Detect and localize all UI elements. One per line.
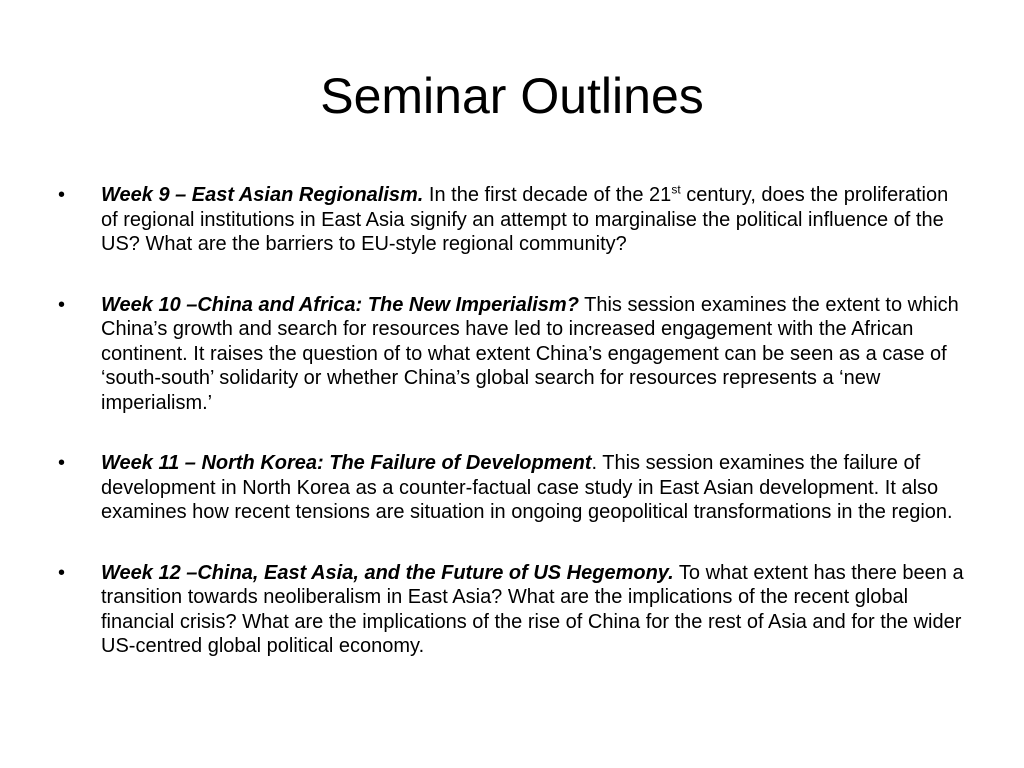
bullet-icon: •: [58, 293, 66, 316]
list-item-week-10: [58, 293, 968, 416]
week-heading: Week 9 – East Asian Regionalism.: [101, 184, 424, 206]
week-description: To what extent has there been a transition towards neoliberalism in East Asia? What are the implications of the recent global financial crisis? What are the implications of the rise of China for the rest of Asia and for the wider US-centred global political economy.: [101, 561, 964, 657]
bullet-list: [58, 183, 968, 695]
slide-title: Seminar Outlines: [320, 68, 704, 124]
list-item-week-9: [58, 183, 968, 257]
week-heading: Week 11 – North Korea: The Failure of Development: [101, 452, 592, 474]
bullet-icon: •: [58, 561, 66, 584]
week-description: This session examines the extent to which China’s growth and search for resources have led to increased engagement with the African continent. It raises the question of to what extent China’s engagement can be seen as a case of ‘south-south’ solidarity or whether China’s global search for resources represents a ‘new imperialism.’: [101, 293, 959, 414]
week-description: . This session examines the failure of development in North Korea as a counter-factual case study in East Asian development. It also examines how recent tensions are situation in ongoing geopolitical transformations in the region.: [101, 452, 953, 523]
bullet-icon: •: [58, 452, 66, 474]
week-description-continued: century, does the proliferation of regional institutions in East Asia signify an attempt to marginalise the political influence of the US? What are the barriers to EU-style regional community?: [101, 184, 949, 255]
bullet-icon: •: [58, 184, 66, 206]
week-description: In the first decade of the 21: [423, 184, 672, 206]
ordinal-superscript: st: [671, 182, 681, 197]
week-heading: Week 10 –China and Africa: The New Imperialism?: [101, 293, 579, 316]
list-item-week-11: [58, 451, 968, 525]
week-heading: Week 12 –China, East Asia, and the Future of US Hegemony.: [101, 561, 674, 584]
list-item-week-12: [58, 561, 968, 659]
